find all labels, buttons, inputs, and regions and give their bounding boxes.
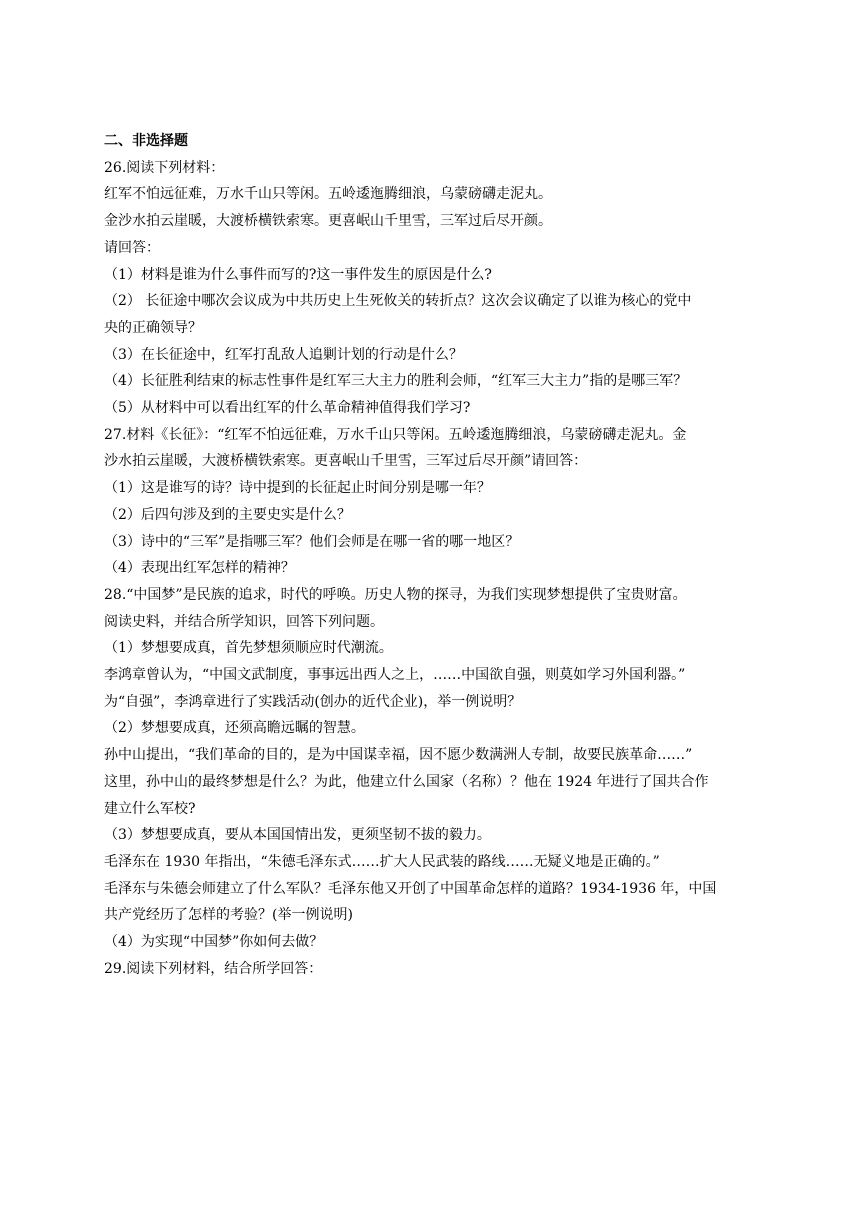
text-line: （1）这是谁写的诗？诗中提到的长征起止时间分别是哪一年？: [104, 480, 491, 497]
text-line: 28.“中国梦”是民族的追求，时代的呼唤。历史人物的探寻，为我们实现梦想提供了宝贵财富。: [104, 586, 687, 603]
text-line: （4）为实现“中国梦”你如何去做？: [104, 934, 324, 951]
text-line: 请回答：: [104, 239, 160, 256]
text-line: （5）从材料中可以看出红军的什么革命精神值得我们学习?: [104, 400, 471, 417]
text-line: 金沙水拍云崖暖，大渡桥横铁索寒。更喜岷山千里雪，三军过后尽开颜。: [104, 213, 552, 230]
text-line: 建立什么军校?: [104, 800, 196, 817]
text-line: 26.阅读下列材料：: [104, 159, 225, 176]
text-line: 红军不怕远征难，万水千山只等闲。五岭逶迤腾细浪，乌蒙磅礴走泥丸。: [104, 186, 552, 203]
text-line: 阅读史料，并结合所学知识，回答下列问题。: [104, 613, 384, 630]
text-line: 央的正确领导？: [104, 319, 202, 336]
text-line: 这里，孙中山的最终梦想是什么？为此，他建立什么国家（名称）？他在 1924 年进行了国共合作: [104, 773, 709, 790]
text-line: 毛泽东在 1930 年指出，“朱德毛泽东式……扩大人民武装的路线……无疑义地是正确的。”: [104, 853, 660, 870]
text-line: （4）长征胜利结束的标志性事件是红军三大主力的胜利会师，“红军三大主力”指的是哪三军？: [104, 373, 688, 390]
text-line: 共产党经历了怎样的考验？(举一例说明): [104, 907, 353, 924]
text-line: （2） 长征途中哪次会议成为中共历史上生死攸关的转折点？这次会议确定了以谁为核心的党中: [104, 293, 692, 310]
text-line: （3）梦想要成真，要从本国国情出发，更须坚韧不拔的毅力。: [104, 827, 491, 844]
text-line: 沙水拍云崖暖，大渡桥横铁索寒。更喜岷山千里雪，三军过后尽开颜”请回答：: [104, 453, 588, 470]
text-line: （3）诗中的“三军”是指哪三军？他们会师是在哪一省的哪一地区？: [104, 533, 520, 550]
section-heading: 二、非选择题: [104, 133, 188, 149]
text-line: （4）表现出红军怎样的精神？: [104, 560, 295, 577]
text-line: 为“自强”，李鸿章进行了实践活动(创办的近代企业)，举一例说明？: [104, 693, 522, 710]
text-line: 毛泽东与朱德会师建立了什么军队？毛泽东他又开创了中国革命怎样的道路？1934-1936 年，中国: [104, 880, 717, 897]
text-line: 孙中山提出，“我们革命的目的，是为中国谋幸福，因不愿少数满洲人专制，故要民族革命……”: [104, 747, 693, 764]
text-line: 29.阅读下列材料，结合所学回答：: [104, 960, 323, 977]
text-line: （1）材料是谁为什么事件而写的?这一事件发生的原因是什么?: [104, 266, 492, 283]
text-line: （1）梦想要成真，首先梦想须顺应时代潮流。: [104, 640, 393, 657]
text-line: （2）梦想要成真，还须高瞻远瞩的智慧。: [104, 720, 365, 737]
text-line: （2）后四句涉及到的主要史实是什么？: [104, 506, 351, 523]
document-body: [104, 128, 764, 983]
text-line: 27.材料《长征》：“红军不怕远征难，万水千山只等闲。五岭逶迤腾细浪，乌蒙磅礴走泥丸。金: [104, 426, 687, 443]
text-line: 李鸿章曾认为，“中国文武制度，事事远出西人之上，……中国欲自强，则莫如学习外国利器。”: [104, 667, 686, 684]
text-line: （3）在长征途中，红军打乱敌人追剿计划的行动是什么？: [104, 346, 463, 363]
